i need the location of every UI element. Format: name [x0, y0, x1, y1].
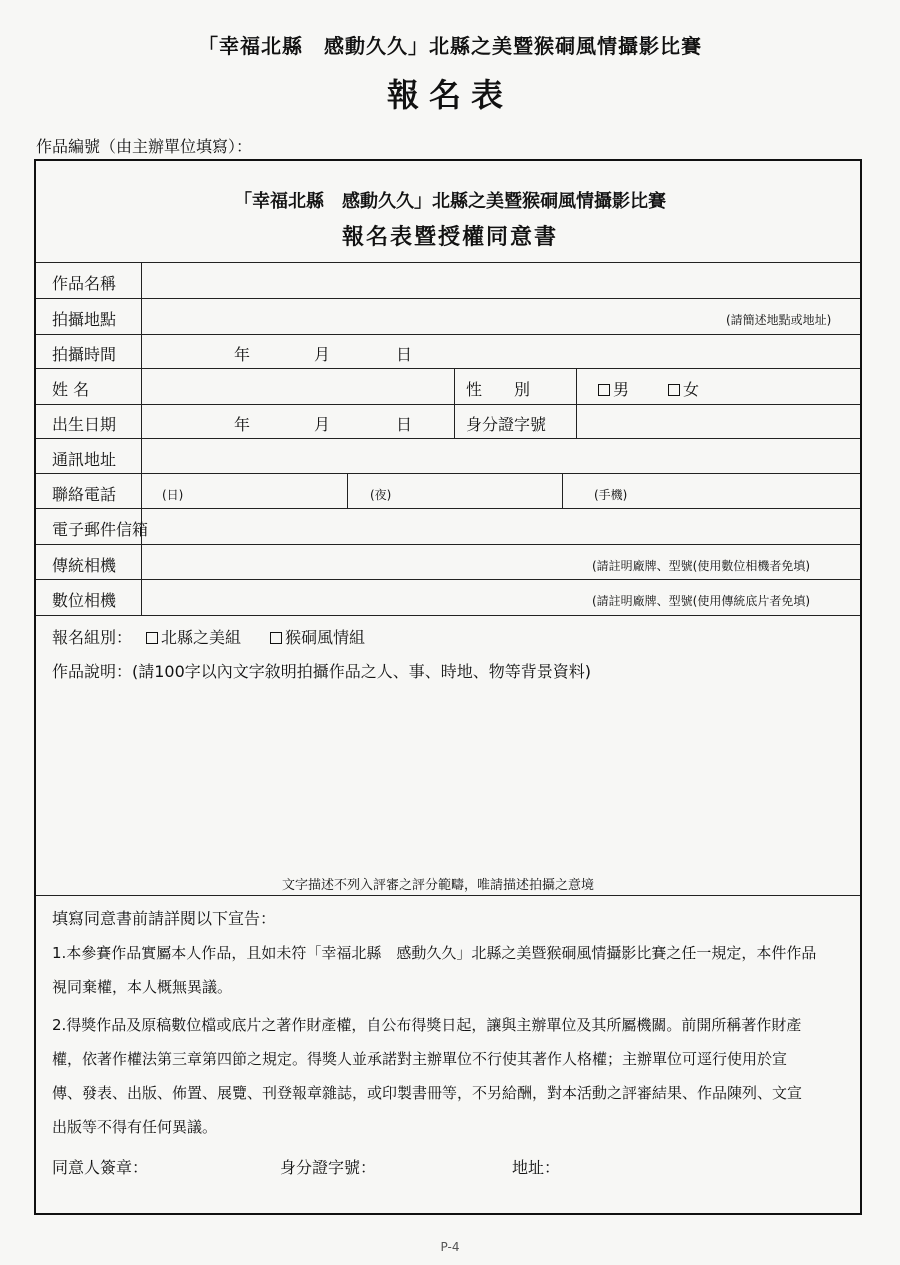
group-a-text: 北縣之美組 — [161, 628, 242, 647]
row-divider — [36, 334, 860, 335]
shoot-time-label: 拍攝時間 — [52, 345, 117, 364]
group-label: 報名組別： — [52, 628, 133, 647]
gender-label: 性 別 — [466, 380, 531, 399]
declaration-line: 權，依著作權法第三章第四節之規定。得獎人並承諾對主辦單位不行使其著作人格權；主辦單位可逕行使用於宣 — [52, 1050, 788, 1068]
description-note: 文字描述不列入評審之評分範疇，唯請描述拍攝之意境 — [282, 878, 595, 893]
location-hint: (請簡述地點或地址) — [726, 313, 832, 327]
birth-date-label: 出生日期 — [52, 415, 117, 434]
declaration-line: 傳、發表、出版、佈置、展覽、刊登報章雜誌，或印製書冊等，不另給酬，對本活動之評審結果、作品陳列、文宣 — [52, 1084, 803, 1102]
description-field[interactable] — [52, 685, 852, 865]
female-option[interactable] — [668, 377, 699, 400]
declaration-line: 出版等不得有任何異議。 — [52, 1118, 218, 1136]
checkbox-icon — [668, 384, 680, 396]
month-label: 月 — [314, 345, 331, 364]
email-label: 電子郵件信箱 — [52, 520, 149, 539]
work-name-label: 作品名稱 — [52, 274, 117, 293]
female-text: 女 — [683, 380, 700, 399]
birth-day-label: 日 — [396, 415, 413, 434]
phone-label: 聯絡電話 — [52, 485, 117, 504]
address-label: 通訊地址 — [52, 450, 117, 469]
location-label: 拍攝地點 — [52, 310, 117, 329]
column-divider — [141, 262, 142, 615]
contest-title: 「幸福北縣 感動久久」北縣之美暨猴硐風情攝影比賽 — [198, 34, 702, 58]
column-divider — [347, 473, 348, 508]
declaration-line: 2.得獎作品及原稿數位檔或底片之著作財產權，自公布得獎日起，讓與主辦單位及其所屬機關。前開所稱著作財產 — [52, 1016, 802, 1034]
inner-contest-title: 「幸福北縣 感動久久」北縣之美暨猴硐風情攝影比賽 — [234, 191, 666, 212]
checkbox-icon — [146, 632, 158, 644]
row-divider — [36, 298, 860, 299]
signature-label: 同意人簽章： — [52, 1158, 149, 1177]
checkbox-icon — [270, 632, 282, 644]
description-label: 作品說明：(請100字以內文字敘明拍攝作品之人、事、時地、物等背景資料) — [52, 662, 592, 681]
film-camera-hint: (請註明廠牌、型號(使用數位相機者免填) — [592, 559, 811, 573]
signature-id-label: 身分證字號： — [280, 1158, 377, 1177]
declaration-line: 視同棄權，本人概無異議。 — [52, 978, 233, 996]
digital-camera-hint: (請註明廠牌、型號(使用傳統底片者免填) — [592, 594, 811, 608]
declaration-line: 1.本參賽作品實屬本人作品，且如未符「幸福北縣 感動久久」北縣之美暨猴硐風情攝影比賽之任一規定，本件作品 — [52, 944, 817, 962]
page-number: P-4 — [440, 1240, 460, 1254]
name-label: 姓 名 — [52, 380, 90, 399]
declaration-item-2 — [52, 1008, 852, 1144]
inner-form-subtitle: 報名表暨授權同意書 — [341, 225, 558, 250]
row-divider — [36, 438, 860, 439]
serial-number-label: 作品編號（由主辦單位填寫）： — [36, 137, 253, 156]
phone-mobile-label: (手機) — [594, 488, 628, 502]
checkbox-icon — [598, 384, 610, 396]
row-divider — [36, 544, 860, 545]
group-option-houtong[interactable] — [270, 625, 365, 648]
birth-month-label: 月 — [314, 415, 331, 434]
male-option[interactable] — [598, 377, 629, 400]
row-divider — [36, 368, 860, 369]
row-divider — [36, 579, 860, 580]
signature-address-label: 地址： — [512, 1158, 561, 1177]
column-divider — [562, 473, 563, 508]
row-divider — [36, 404, 860, 405]
film-camera-label: 傳統相機 — [52, 556, 117, 575]
row-divider — [36, 895, 860, 896]
column-divider — [576, 368, 577, 438]
phone-night-label: (夜) — [370, 488, 392, 502]
group-option-taipei[interactable] — [146, 625, 241, 648]
phone-day-label: (日) — [162, 488, 184, 502]
male-text: 男 — [613, 380, 630, 399]
work-name-field[interactable] — [143, 263, 859, 297]
group-b-text: 猴硐風情組 — [285, 628, 366, 647]
birth-year-label: 年 — [234, 415, 251, 434]
day-label: 日 — [396, 345, 413, 364]
column-divider — [454, 368, 455, 438]
digital-camera-label: 數位相機 — [52, 591, 117, 610]
row-divider — [36, 473, 860, 474]
year-label: 年 — [234, 345, 251, 364]
form-title: 報名表 — [386, 76, 513, 114]
row-divider — [36, 508, 860, 509]
declaration-item-1 — [52, 936, 852, 1004]
declaration-title: 填寫同意書前請詳閱以下宣告： — [52, 909, 277, 928]
id-number-label: 身分證字號 — [466, 415, 547, 434]
row-divider — [36, 615, 860, 616]
